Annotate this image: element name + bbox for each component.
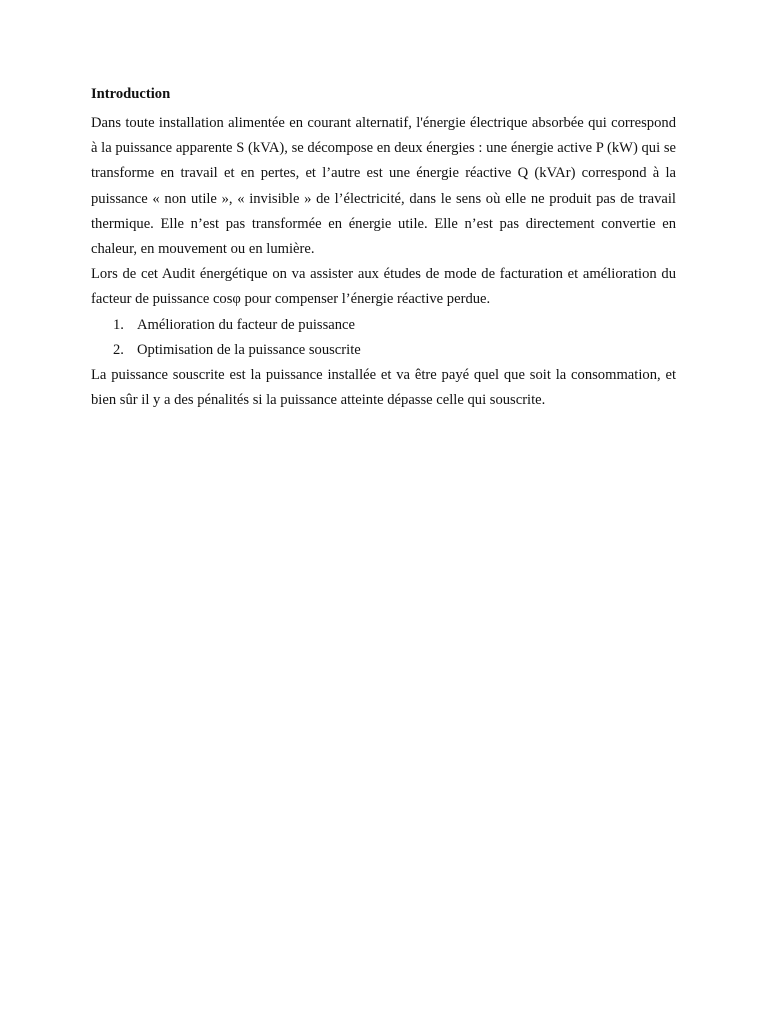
section-heading: Introduction <box>91 86 171 102</box>
list-item-text: Amélioration du facteur de puissance <box>137 316 356 333</box>
list-item <box>91 338 676 363</box>
intro-paragraph: Dans toute installation alimentée en courant alternatif, l'énergie électrique absorbée qui correspond à la puissance apparente S (kVA), se décompose en deux énergies : une énergie active P (kW) qui se transforme en travail et en pertes, et l’autre est une énergie réactive Q (kVAr) correspond à la puissance « non utile », « invisible » de l’électricité, dans le sens où elle ne produit pas de travail thermique. Elle n’est pas transformée en énergie utile. Elle n’est pas directement convertie en chaleur, en mouvement ou en lumière. <box>91 115 676 258</box>
list-item <box>91 313 676 338</box>
list-item-text: Optimisation de la puissance souscrite <box>137 341 361 358</box>
audit-paragraph: Lors de cet Audit énergétique on va assister aux études de mode de facturation et amélioration du facteur de puissance cosφ pour compenser l’énergie réactive perdue. <box>91 266 676 308</box>
list-item-number: 1. <box>113 316 124 333</box>
closing-paragraph: La puissance souscrite est la puissance installée et va être payé quel que soit la consommation, et bien sûr il y a des pénalités si la puissance atteinte dépasse celle qui souscrite. <box>91 367 676 409</box>
list-item-number: 2. <box>113 341 124 358</box>
document-body <box>91 83 676 413</box>
numbered-list <box>91 313 676 363</box>
